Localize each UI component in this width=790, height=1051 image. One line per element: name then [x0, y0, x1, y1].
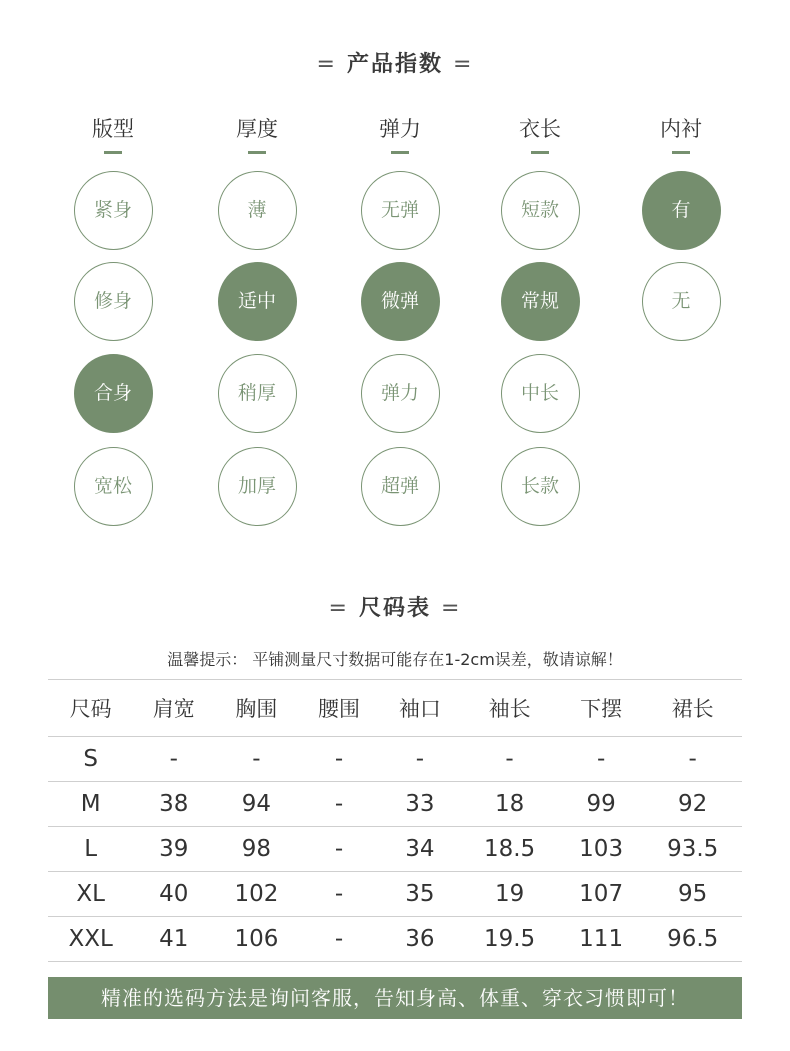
header-underline	[391, 151, 409, 154]
measurement-cell: 92	[643, 782, 742, 827]
measurement-cell: -	[299, 737, 380, 782]
measurement-cell: 93.5	[643, 827, 742, 872]
table-row	[48, 872, 742, 917]
index-option-selected: 微弹	[361, 262, 440, 341]
index-column	[355, 114, 445, 154]
index-column-header: 内衬	[660, 117, 702, 141]
index-option: 稍厚	[218, 354, 297, 433]
size-table-header-cell: 裙长	[643, 680, 742, 737]
measurement-cell: 99	[559, 782, 644, 827]
index-option: 超弹	[361, 447, 440, 526]
measurement-cell: -	[299, 827, 380, 872]
table-row	[48, 827, 742, 872]
measurement-cell: -	[299, 872, 380, 917]
size-label-cell: S	[48, 737, 133, 782]
measurement-cell: 40	[133, 872, 214, 917]
footer-banner: 精准的选码方法是询问客服，告知身高、体重、穿衣习惯即可！	[48, 977, 742, 1019]
index-column-header: 版型	[92, 117, 134, 141]
header-underline	[672, 151, 690, 154]
size-label-cell: L	[48, 827, 133, 872]
measurement-cell: 96.5	[643, 917, 742, 962]
size-table-header-cell: 袖长	[460, 680, 559, 737]
size-chart-title: = 尺码表 =	[328, 596, 462, 621]
index-option: 加厚	[218, 447, 297, 526]
index-column	[68, 114, 158, 154]
measurement-tip: 温馨提示： 平铺测量尺寸数据可能存在1-2cm误差，敬请谅解！	[167, 650, 623, 669]
header-underline	[531, 151, 549, 154]
index-option: 薄	[218, 171, 297, 250]
index-option: 修身	[74, 262, 153, 341]
size-table-header-cell: 袖口	[379, 680, 460, 737]
measurement-cell: 103	[559, 827, 644, 872]
size-table-header-cell: 下摆	[559, 680, 644, 737]
measurement-cell: 19.5	[460, 917, 559, 962]
measurement-cell: -	[379, 737, 460, 782]
size-table-header-cell: 腰围	[299, 680, 380, 737]
index-column-header: 弹力	[379, 117, 421, 141]
measurement-cell: 38	[133, 782, 214, 827]
measurement-cell: 18.5	[460, 827, 559, 872]
measurement-cell: 107	[559, 872, 644, 917]
measurement-cell: 19	[460, 872, 559, 917]
size-table-header-cell: 胸围	[214, 680, 299, 737]
size-label-cell: XXL	[48, 917, 133, 962]
measurement-cell: 94	[214, 782, 299, 827]
measurement-cell: 34	[379, 827, 460, 872]
measurement-cell: 102	[214, 872, 299, 917]
index-option: 紧身	[74, 171, 153, 250]
measurement-cell: -	[460, 737, 559, 782]
index-option: 短款	[501, 171, 580, 250]
product-index-title: = 产品指数 =	[316, 52, 474, 77]
measurement-cell: 111	[559, 917, 644, 962]
index-option: 无	[642, 262, 721, 341]
table-row	[48, 782, 742, 827]
measurement-cell: -	[214, 737, 299, 782]
measurement-cell: 18	[460, 782, 559, 827]
index-option-selected: 适中	[218, 262, 297, 341]
measurement-cell: -	[643, 737, 742, 782]
index-column-header: 厚度	[236, 117, 278, 141]
measurement-cell: 33	[379, 782, 460, 827]
measurement-cell: -	[299, 917, 380, 962]
index-option-selected: 常规	[501, 262, 580, 341]
index-column	[636, 114, 726, 154]
size-label-cell: M	[48, 782, 133, 827]
size-label-cell: XL	[48, 872, 133, 917]
measurement-cell: 106	[214, 917, 299, 962]
index-column-header: 衣长	[519, 117, 561, 141]
header-underline	[248, 151, 266, 154]
table-row	[48, 737, 742, 782]
index-option-selected: 合身	[74, 354, 153, 433]
size-table-header-cell: 肩宽	[133, 680, 214, 737]
measurement-cell: 35	[379, 872, 460, 917]
measurement-cell: -	[299, 782, 380, 827]
measurement-cell: 95	[643, 872, 742, 917]
measurement-cell: 36	[379, 917, 460, 962]
size-table-header-cell: 尺码	[48, 680, 133, 737]
measurement-cell: -	[559, 737, 644, 782]
index-option: 无弹	[361, 171, 440, 250]
size-table	[48, 679, 742, 962]
size-table-header	[48, 680, 742, 737]
measurement-cell: 98	[214, 827, 299, 872]
index-option: 宽松	[74, 447, 153, 526]
index-option: 中长	[501, 354, 580, 433]
index-column	[495, 114, 585, 154]
table-row	[48, 917, 742, 962]
index-option: 长款	[501, 447, 580, 526]
measurement-cell: 39	[133, 827, 214, 872]
index-option-selected: 有	[642, 171, 721, 250]
index-option: 弹力	[361, 354, 440, 433]
measurement-cell: -	[133, 737, 214, 782]
measurement-cell: 41	[133, 917, 214, 962]
header-underline	[104, 151, 122, 154]
index-column	[212, 114, 302, 154]
